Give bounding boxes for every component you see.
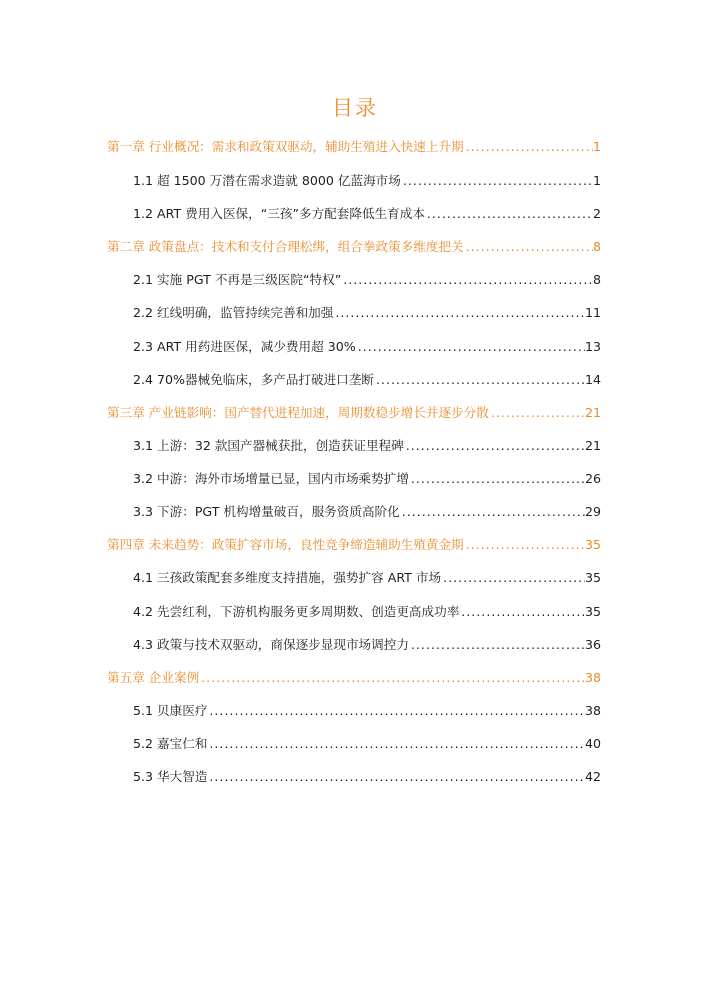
toc-entry-label: 第五章 企业案例	[107, 670, 200, 685]
toc-entry-section-2-1[interactable]	[133, 270, 601, 290]
leader-dots	[207, 701, 585, 721]
leader-dots	[404, 436, 585, 456]
toc-page-number: 1	[592, 139, 601, 154]
leader-dots	[207, 734, 585, 754]
toc-entry-label: 3.2 中游：海外市场增量已显，国内市场乘势扩增	[133, 471, 409, 486]
toc-entry-section-4-3[interactable]	[133, 635, 601, 655]
leader-dots	[207, 767, 585, 787]
toc-entry-label: 5.1 贝康医疗	[133, 703, 208, 718]
toc-page-number: 11	[584, 305, 601, 320]
toc-entry-section-3-1[interactable]	[133, 436, 601, 456]
toc-entry-label: 2.2 红线明确，监管持续完善和加强	[133, 305, 334, 320]
toc-page-number: 36	[584, 637, 601, 652]
toc-entry-section-2-2[interactable]	[133, 303, 601, 323]
toc-entry-label: 第一章 行业概况：需求和政策双驱动，辅助生殖进入快速上升期	[107, 139, 464, 154]
toc-entry-label: 2.3 ART 用药进医保，减少费用超 30%	[133, 339, 356, 354]
leader-dots	[425, 204, 593, 224]
toc-page-number: 13	[584, 339, 601, 354]
leader-dots	[400, 502, 585, 522]
toc-entry-label: 4.1 三孩政策配套多维度支持措施，强势扩容 ART 市场	[133, 570, 442, 585]
toc-entry-section-5-1[interactable]	[133, 701, 601, 721]
toc-entry-label: 第四章 未来趋势：政策扩容市场，良性竞争缔造辅助生殖黄金期	[107, 537, 464, 552]
toc-page-number: 29	[584, 504, 601, 519]
toc-entry-label: 5.2 嘉宝仁和	[133, 736, 208, 751]
toc-entry-chapter-4[interactable]	[107, 535, 601, 555]
toc-entry-label: 第三章 产业链影响：国产替代进程加速，周期数稳步增长并逐步分散	[107, 405, 489, 420]
toc-page-number: 42	[584, 769, 601, 784]
leader-dots	[464, 137, 593, 157]
leader-dots	[489, 403, 585, 423]
toc-page-number: 21	[584, 405, 601, 420]
toc-entry-section-3-2[interactable]	[133, 469, 601, 489]
toc-page-number: 35	[584, 570, 601, 585]
toc-entry-section-5-3[interactable]	[133, 767, 601, 787]
toc-entry-section-2-3[interactable]	[133, 337, 601, 357]
toc-page-number: 2	[592, 206, 601, 221]
toc-page-number: 35	[584, 604, 601, 619]
toc-entry-chapter-2[interactable]	[107, 237, 601, 257]
toc-page-number: 1	[592, 173, 601, 188]
toc-page-number: 21	[584, 438, 601, 453]
toc-entry-section-3-3[interactable]	[133, 502, 601, 522]
toc-entry-label: 4.2 先尝红利，下游机构服务更多周期数、创造更高成功率	[133, 604, 460, 619]
toc-entry-label: 5.3 华大智造	[133, 769, 208, 784]
toc-entry-label: 2.1 实施 PGT 不再是三级医院“特权”	[133, 272, 342, 287]
leader-dots	[464, 535, 585, 555]
leader-dots	[441, 568, 585, 588]
toc-entry-label: 4.3 政策与技术双驱动，商保逐步显现市场调控力	[133, 637, 409, 652]
toc-entry-chapter-1[interactable]	[107, 137, 601, 157]
toc-entry-chapter-5[interactable]	[107, 668, 601, 688]
leader-dots	[199, 668, 585, 688]
toc-page-number: 38	[584, 670, 601, 685]
toc-entry-section-5-2[interactable]	[133, 734, 601, 754]
leader-dots	[409, 635, 585, 655]
toc-page-number: 14	[584, 372, 601, 387]
toc-entry-section-4-1[interactable]	[133, 568, 601, 588]
toc-entry-label: 第二章 政策盘点：技术和支付合理松绑，组合拳政策多维度把关	[107, 239, 464, 254]
toc-entry-section-1-2[interactable]	[133, 204, 601, 224]
leader-dots	[374, 370, 585, 390]
leader-dots	[409, 469, 585, 489]
leader-dots	[341, 270, 593, 290]
toc-entry-label: 3.1 上游：32 款国产器械获批，创造获证里程碑	[133, 438, 404, 453]
toc-entry-label: 2.4 70%器械免临床，多产品打破进口垄断	[133, 372, 374, 387]
leader-dots	[333, 303, 585, 323]
toc-entry-label: 1.1 超 1500 万潜在需求造就 8000 亿蓝海市场	[133, 173, 401, 188]
toc-page-number: 26	[584, 471, 601, 486]
toc-page-number: 8	[592, 239, 601, 254]
toc-entry-chapter-3[interactable]	[107, 403, 601, 423]
toc-entry-section-2-4[interactable]	[133, 370, 601, 390]
page-title: 目录	[332, 96, 378, 120]
leader-dots	[459, 602, 585, 622]
toc-page-number: 40	[584, 736, 601, 751]
toc-entry-section-4-2[interactable]	[133, 602, 601, 622]
toc-page-number: 8	[592, 272, 601, 287]
toc-entry-section-1-1[interactable]	[133, 171, 601, 191]
leader-dots	[401, 171, 593, 191]
toc-page-number: 38	[584, 703, 601, 718]
toc-entry-label: 3.3 下游：PGT 机构增量破百，服务资质高阶化	[133, 504, 400, 519]
leader-dots	[356, 337, 585, 357]
toc-entry-label: 1.2 ART 费用入医保，“三孩”多方配套降低生育成本	[133, 206, 425, 221]
toc-page-number: 35	[584, 537, 601, 552]
leader-dots	[464, 237, 593, 257]
